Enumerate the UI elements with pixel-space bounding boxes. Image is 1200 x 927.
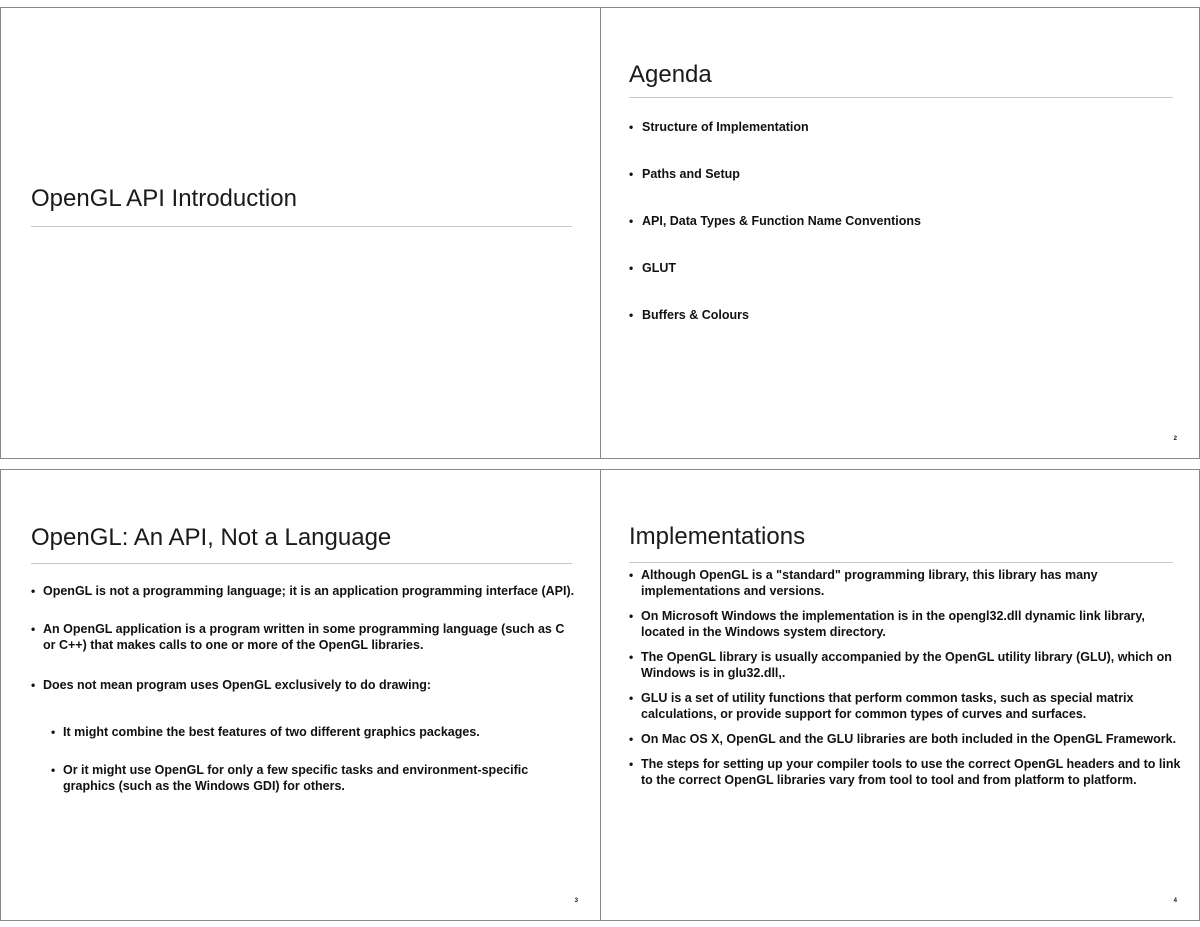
slide-title: OpenGL API Introduction <box>31 185 297 212</box>
bullet-text: The OpenGL library is usually accompanied by the OpenGL utility library (GLU), which on Windows is in glu32.dll,. <box>641 650 1172 680</box>
list-item-text: Structure of Implementation <box>642 120 809 134</box>
slide-body <box>629 567 1181 797</box>
list-item <box>629 167 1169 214</box>
bullet-icon: • <box>629 261 634 275</box>
bullet-icon: • <box>51 725 56 739</box>
bullet-point <box>629 567 1181 599</box>
bullet-icon: • <box>629 120 634 134</box>
agenda-list <box>629 120 1169 355</box>
bullet-icon: • <box>31 584 36 598</box>
slide-title: OpenGL: An API, Not a Language <box>31 524 392 551</box>
bullet-icon: • <box>31 678 36 692</box>
page-number: 4 <box>1173 898 1177 904</box>
bullet-text: The steps for setting up your compiler tools to use the correct OpenGL headers and to link to the correct OpenGL libraries vary from tool to tool and from platform to platform. <box>641 757 1181 787</box>
bullet-text: Or it might use OpenGL for only a few specific tasks and environment-specific graphics (such as the Windows GDI) for others. <box>63 763 529 793</box>
slide-1 <box>0 7 601 459</box>
bullet-icon: • <box>629 609 634 623</box>
sub-bullet-point <box>51 724 576 740</box>
title-divider <box>629 562 1173 563</box>
slide-body <box>31 583 576 794</box>
list-item <box>629 308 1169 355</box>
page-number: 2 <box>1173 436 1177 442</box>
title-divider <box>31 226 572 227</box>
bullet-icon: • <box>629 214 634 228</box>
bullet-point <box>31 677 576 693</box>
bullet-text: An OpenGL application is a program written in some programming language (such as C or C++) that makes calls to one or more of the OpenGL libraries. <box>43 622 565 652</box>
list-item-text: Paths and Setup <box>642 167 740 181</box>
bullet-text: OpenGL is not a programming language; it is an application programming interface (API). <box>43 584 575 598</box>
slide-title: Implementations <box>629 523 806 550</box>
bullet-text: It might combine the best features of two different graphics packages. <box>63 725 480 739</box>
list-item-text: GLUT <box>642 261 677 275</box>
bullet-point <box>629 756 1181 788</box>
bullet-icon: • <box>51 763 56 777</box>
bullet-text: Although OpenGL is a "standard" programming library, this library has many implementations and versions. <box>641 568 1098 598</box>
bullet-text: GLU is a set of utility functions that perform common tasks, such as special matrix calculations, or provide support for common types of curves and surfaces. <box>641 691 1134 721</box>
bullet-icon: • <box>629 650 634 664</box>
bullet-icon: • <box>629 308 634 322</box>
bullet-point <box>629 731 1181 747</box>
bullet-point <box>629 649 1181 681</box>
slide-3 <box>0 469 601 921</box>
bullet-text: Does not mean program uses OpenGL exclusively to do drawing: <box>43 678 432 692</box>
slide-2 <box>600 7 1200 459</box>
bullet-point <box>31 621 576 653</box>
bullet-icon: • <box>629 757 634 771</box>
list-item <box>629 261 1169 308</box>
bullet-icon: • <box>629 568 634 582</box>
bullet-icon: • <box>629 732 634 746</box>
list-item-text: Buffers & Colours <box>642 308 749 322</box>
sub-bullet-point <box>51 762 576 794</box>
slide-4 <box>600 469 1200 921</box>
list-item <box>629 214 1169 261</box>
bullet-icon: • <box>629 167 634 181</box>
bullet-point <box>629 690 1181 722</box>
bullet-point <box>31 583 576 599</box>
bullet-text: On Mac OS X, OpenGL and the GLU libraries are both included in the OpenGL Framework. <box>641 732 1177 746</box>
title-divider <box>629 97 1173 98</box>
bullet-text: On Microsoft Windows the implementation is in the opengl32.dll dynamic link library, located in the Windows system directory. <box>641 609 1145 639</box>
title-divider <box>31 563 572 564</box>
slide-title: Agenda <box>629 61 712 88</box>
page-number: 3 <box>574 898 578 904</box>
list-item <box>629 120 1169 167</box>
bullet-point <box>629 608 1181 640</box>
bullet-icon: • <box>31 622 36 636</box>
list-item-text: API, Data Types & Function Name Conventions <box>642 214 921 228</box>
bullet-icon: • <box>629 691 634 705</box>
